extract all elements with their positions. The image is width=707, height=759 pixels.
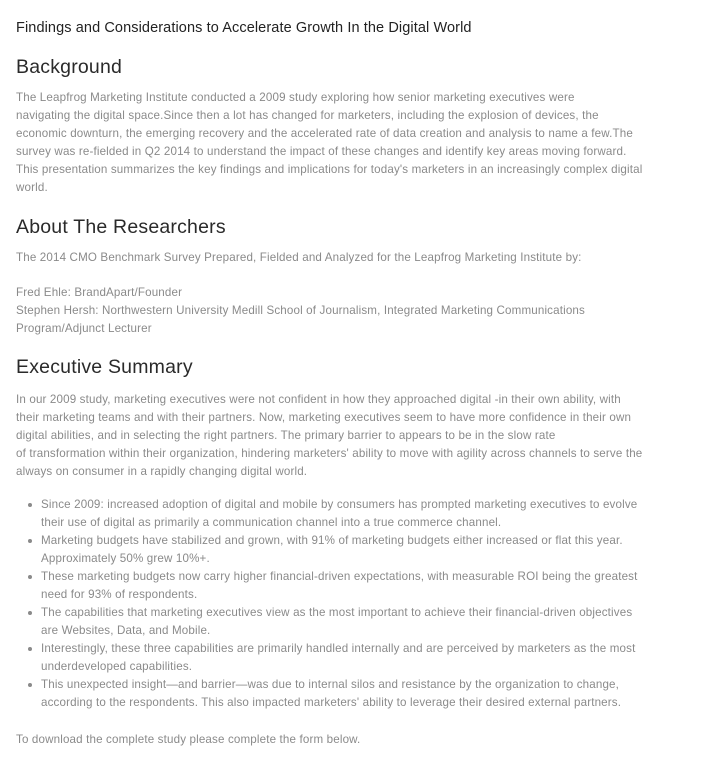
- list-item: [16, 496, 638, 532]
- researcher-line: Program/Adjunct Lecturer: [16, 322, 152, 335]
- summary-bullet-list: [16, 496, 638, 712]
- background-line: This presentation summarizes the key findings and implications for today's marketers in an increasingly complex digital: [16, 163, 643, 176]
- bullet-line: Marketing budgets have stabilized and grown, with 91% of marketing budgets either increased or flat this year.: [41, 534, 623, 547]
- download-note-line: To download the complete study please complete the form below.: [16, 733, 361, 746]
- list-item: [16, 604, 638, 640]
- background-line: world.: [16, 181, 48, 194]
- researcher-line: Fred Ehle: BrandApart/Founder: [16, 286, 183, 299]
- background-line: The Leapfrog Marketing Institute conducted a 2009 study exploring how senior marketing executives were: [16, 91, 575, 104]
- researchers-intro: [16, 249, 582, 267]
- researchers-heading: About The Researchers: [16, 216, 226, 238]
- list-item: [16, 640, 638, 676]
- executive-summary-paragraph: [16, 391, 642, 481]
- page-title: Findings and Considerations to Accelerate Growth In the Digital World: [16, 20, 472, 36]
- list-item: [16, 568, 638, 604]
- summary-line: their marketing teams and with their partners. Now, marketing executives seem to have more confidence in their own: [16, 411, 632, 424]
- list-item: [16, 532, 638, 568]
- researchers-intro-line: The 2014 CMO Benchmark Survey Prepared, Fielded and Analyzed for the Leapfrog Marketing Institute by:: [16, 251, 582, 264]
- bullet-line: This unexpected insight—and barrier—was due to internal silos and resistance by the organization to change,: [41, 678, 620, 691]
- download-note: [16, 731, 360, 749]
- bullet-line: underdeveloped capabilities.: [41, 660, 193, 673]
- summary-line: In our 2009 study, marketing executives were not confident in how they approached digital -in their own ability, with: [16, 393, 621, 406]
- bullet-line: their use of digital as primarily a communication channel into a true commerce channel.: [41, 516, 502, 529]
- summary-line: of transformation within their organization, hindering marketers' ability to move with agility across channels to serve the: [16, 447, 643, 460]
- background-heading: Background: [16, 56, 123, 78]
- summary-line: digital abilities, and in selecting the right partners. The primary barrier to appears to be in the slow rate: [16, 429, 556, 442]
- background-line: navigating the digital space.Since then a lot has changed for marketers, including the explosion of devices, the: [16, 109, 599, 122]
- researcher-line: Stephen Hersh: Northwestern University Medill School of Journalism, Integrated Marketing Communications: [16, 304, 585, 317]
- background-line: survey was re-fielded in Q2 2014 to understand the impact of these changes and identify key areas moving forward.: [16, 145, 627, 158]
- bullet-line: Interestingly, these three capabilities are primarily handled internally and are perceived by marketers as the most: [41, 642, 636, 655]
- background-line: economic downturn, the emerging recovery and the accelerated rate of data creation and analysis to name a few.The: [16, 127, 633, 140]
- background-paragraph: [16, 89, 642, 197]
- bullet-line: according to the respondents. This also impacted marketers' ability to leverage their desired external partners.: [41, 696, 622, 709]
- bullet-line: The capabilities that marketing executives view as the most important to achieve their financial-driven objectives: [41, 606, 633, 619]
- researchers-list: [16, 284, 585, 338]
- summary-line: always on consumer in a rapidly changing digital world.: [16, 465, 308, 478]
- bullet-line: Since 2009: increased adoption of digital and mobile by consumers has prompted marketing executives to evolve: [41, 498, 638, 511]
- bullet-line: need for 93% of respondents.: [41, 588, 198, 601]
- bullet-line: are Websites, Data, and Mobile.: [41, 624, 211, 637]
- executive-summary-heading: Executive Summary: [16, 356, 193, 378]
- bullet-line: Approximately 50% grew 10%+.: [41, 552, 210, 565]
- bullet-line: These marketing budgets now carry higher financial-driven expectations, with measurable ROI being the greatest: [41, 570, 638, 583]
- list-item: [16, 676, 638, 712]
